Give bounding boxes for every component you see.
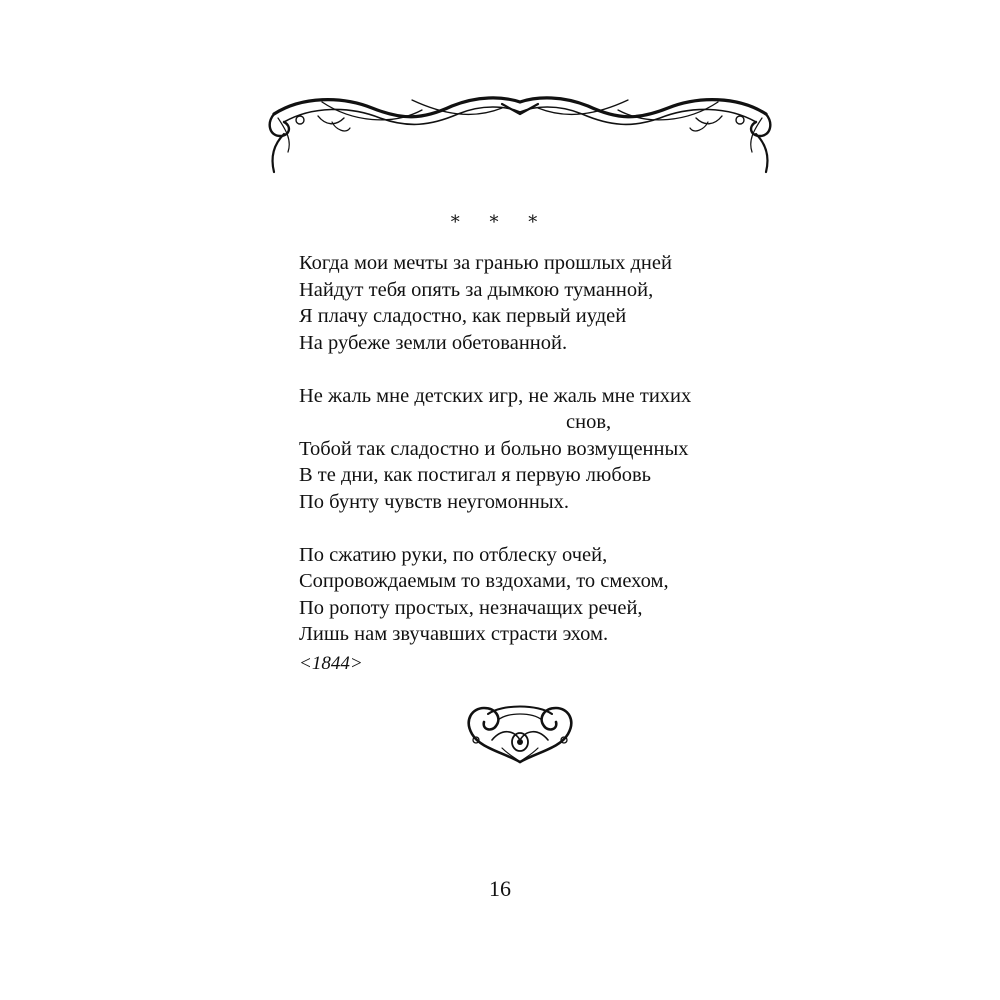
poem-date: <1844> [299,653,363,674]
poem-line: На рубеже земли обетованной. [299,331,568,354]
stanza [299,542,759,648]
poem-line: Сопровождаемым то вздохами, то смехом, [299,570,669,592]
stanza [299,250,759,356]
poem-line: По бунту чувств неугомонных. [299,490,569,513]
flourish-tailpiece-ornament-icon [462,700,578,766]
poem-line: Когда мои мечты за гранью прошлых дней [299,252,672,274]
poem-line: Я плачу сладостно, как первый иудей [299,305,627,327]
stanza [299,383,759,516]
poem-line: В те дни, как постигал я первую любовь [299,464,652,486]
poem-line: По ропоту простых, незначащих речей, [299,596,643,619]
flourish-header-ornament-icon [262,92,778,176]
section-separator: * * * [450,212,550,233]
poem-line-continuation: снов, [566,411,612,433]
page-number: 16 [489,876,511,901]
poem-line: Лишь нам звучавших страсти эхом. [299,623,609,645]
poem-line: Тобой так сладостно и больно возмущенных [299,437,689,460]
poem [299,250,759,648]
poem-line: Не жаль мне детских игр, не жаль мне тихих [299,384,692,407]
poem-line: По сжатию руки, по отблеску очей, [299,543,608,566]
poem-line: Найдут тебя опять за дымкою туманной, [299,278,654,301]
